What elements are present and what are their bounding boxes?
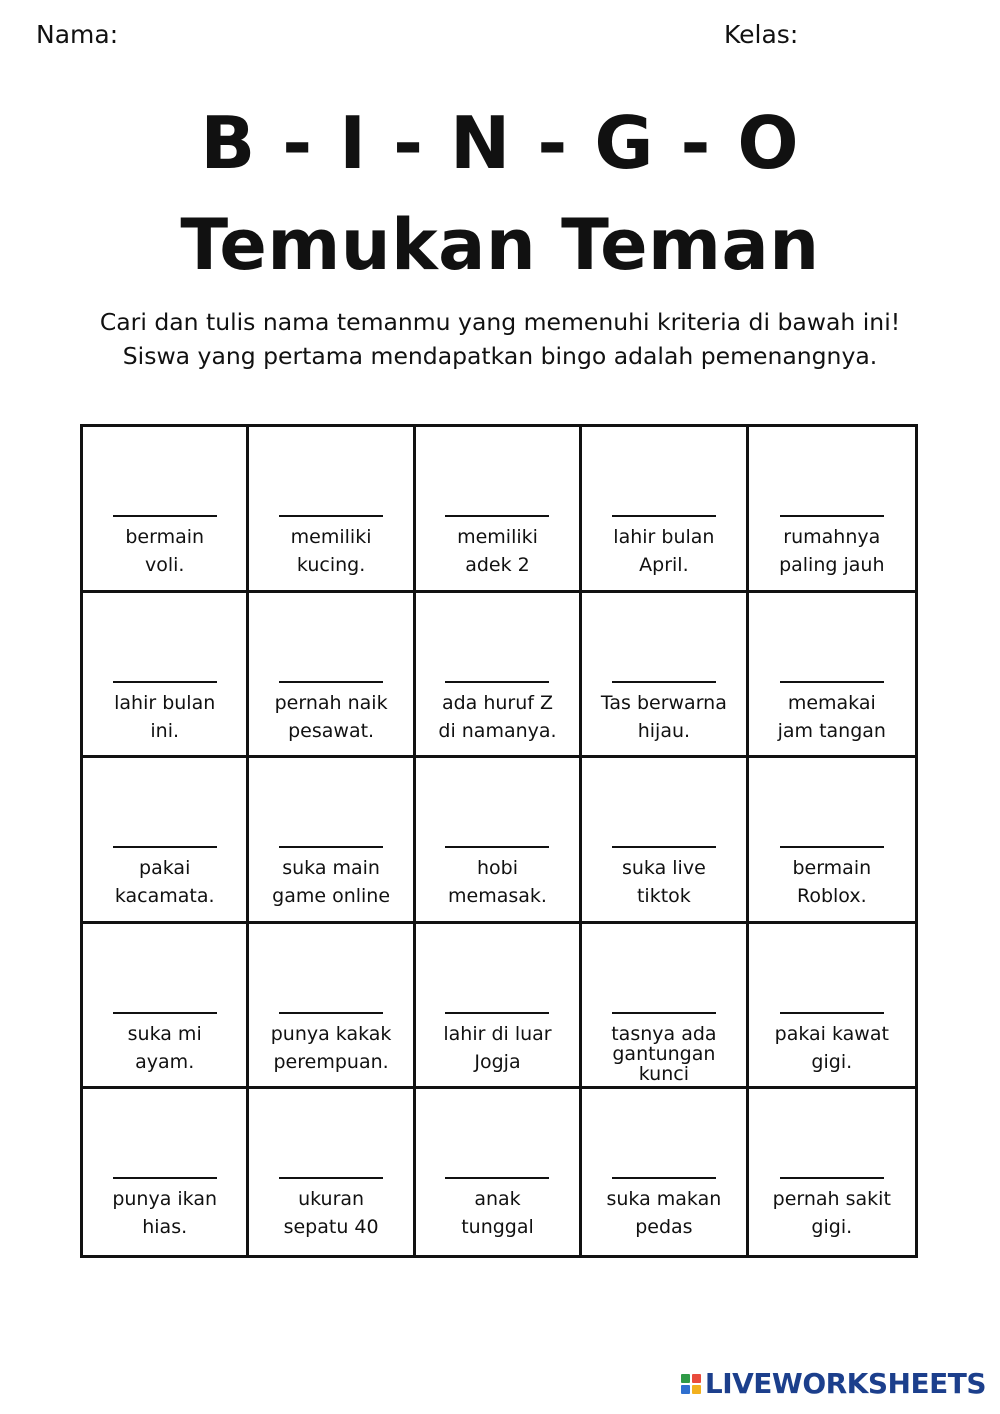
name-blank-line[interactable] <box>279 846 383 848</box>
name-blank-line[interactable] <box>780 846 884 848</box>
bingo-criterion: punya kakak perempuan. <box>270 1022 392 1073</box>
bingo-cell[interactable] <box>83 758 249 924</box>
bingo-cell[interactable] <box>749 1089 915 1255</box>
bingo-cell[interactable] <box>83 1089 249 1255</box>
name-blank-line[interactable] <box>612 1012 716 1014</box>
bingo-criterion: hobi memasak. <box>448 857 547 908</box>
bingo-cell[interactable] <box>749 924 915 1090</box>
name-field-label: Nama: <box>36 20 119 49</box>
name-blank-line[interactable] <box>113 1012 217 1014</box>
name-blank-line[interactable] <box>113 846 217 848</box>
bingo-cell[interactable] <box>749 427 915 593</box>
bingo-cell[interactable] <box>416 427 582 593</box>
bingo-criterion: suka live tiktok <box>621 857 706 908</box>
bingo-criterion: tasnya ada gantungan kunci <box>611 1022 717 1085</box>
liveworksheets-logo <box>681 1367 986 1400</box>
instruction-line-2: Siswa yang pertama mendapatkan bingo adalah pemenangnya. <box>122 342 878 370</box>
name-blank-line[interactable] <box>612 681 716 683</box>
bingo-cell[interactable] <box>582 758 748 924</box>
bingo-cell[interactable] <box>582 1089 748 1255</box>
bingo-cell[interactable] <box>249 593 415 759</box>
bingo-cell[interactable] <box>249 427 415 593</box>
bingo-grid <box>80 424 918 1258</box>
bingo-criterion: pakai kawat gigi. <box>774 1022 889 1073</box>
bingo-criterion: rumahnya paling jauh <box>779 526 885 576</box>
name-blank-line[interactable] <box>113 515 217 517</box>
bingo-criterion: pernah naik pesawat. <box>274 691 388 742</box>
name-blank-line[interactable] <box>445 515 549 517</box>
bingo-criterion: suka makan pedas <box>606 1188 722 1239</box>
name-blank-line[interactable] <box>445 1177 549 1179</box>
bingo-criterion: lahir bulan ini. <box>114 691 216 742</box>
brand-name: LIVEWORKSHEETS <box>704 1367 986 1400</box>
name-blank-line[interactable] <box>113 1177 217 1179</box>
name-blank-line[interactable] <box>279 515 383 517</box>
name-blank-line[interactable] <box>279 1012 383 1014</box>
bingo-criterion: lahir bulan April. <box>613 526 715 576</box>
name-blank-line[interactable] <box>612 846 716 848</box>
page-title: Temukan Teman <box>180 204 820 286</box>
name-blank-line[interactable] <box>612 1177 716 1179</box>
bingo-criterion: memiliki adek 2 <box>457 526 538 576</box>
bingo-cell[interactable] <box>249 1089 415 1255</box>
bingo-cell[interactable] <box>416 758 582 924</box>
name-blank-line[interactable] <box>780 1012 884 1014</box>
name-blank-line[interactable] <box>445 1012 549 1014</box>
bingo-cell[interactable] <box>83 593 249 759</box>
bingo-criterion: pernah sakit gigi. <box>772 1188 891 1239</box>
bingo-cell[interactable] <box>416 1089 582 1255</box>
bingo-cell[interactable] <box>582 924 748 1090</box>
bingo-criterion: pakai kacamata. <box>114 857 215 908</box>
bingo-cell[interactable] <box>249 924 415 1090</box>
bingo-cell[interactable] <box>582 427 748 593</box>
bingo-cell[interactable] <box>416 924 582 1090</box>
bingo-cell[interactable] <box>83 427 249 593</box>
name-blank-line[interactable] <box>279 681 383 683</box>
name-blank-line[interactable] <box>780 681 884 683</box>
bingo-cell[interactable] <box>416 593 582 759</box>
bingo-criterion: ada huruf Z di namanya. <box>438 691 557 742</box>
name-blank-line[interactable] <box>113 681 217 683</box>
instruction-line-1: Cari dan tulis nama temanmu yang memenuhi kriteria di bawah ini! <box>99 308 901 336</box>
bingo-cell[interactable] <box>249 758 415 924</box>
name-blank-line[interactable] <box>612 515 716 517</box>
bingo-criterion: suka main game online <box>272 857 391 908</box>
bingo-criterion: punya ikan hias. <box>112 1188 218 1239</box>
bingo-criterion: suka mi ayam. <box>127 1022 202 1073</box>
bingo-cell[interactable] <box>83 924 249 1090</box>
bingo-cell[interactable] <box>749 593 915 759</box>
name-blank-line[interactable] <box>279 1177 383 1179</box>
name-blank-line[interactable] <box>780 1177 884 1179</box>
bingo-criterion: anak tunggal <box>461 1188 534 1239</box>
liveworksheets-icon <box>681 1374 701 1394</box>
name-blank-line[interactable] <box>445 681 549 683</box>
bingo-criterion: bermain Roblox. <box>792 857 872 908</box>
bingo-cell[interactable] <box>749 758 915 924</box>
class-field-label: Kelas: <box>724 20 799 49</box>
bingo-cell[interactable] <box>582 593 748 759</box>
bingo-criterion: ukuran sepatu 40 <box>283 1188 379 1239</box>
bingo-title: B - I - N - G - O <box>200 101 800 185</box>
bingo-criterion: memakai jam tangan <box>777 691 886 742</box>
bingo-criterion: memiliki kucing. <box>290 526 372 576</box>
bingo-criterion: bermain voli. <box>125 526 205 576</box>
bingo-criterion: lahir di luar Jogja <box>443 1022 552 1073</box>
name-blank-line[interactable] <box>780 515 884 517</box>
bingo-criterion: Tas berwarna hijau. <box>600 691 727 742</box>
name-blank-line[interactable] <box>445 846 549 848</box>
